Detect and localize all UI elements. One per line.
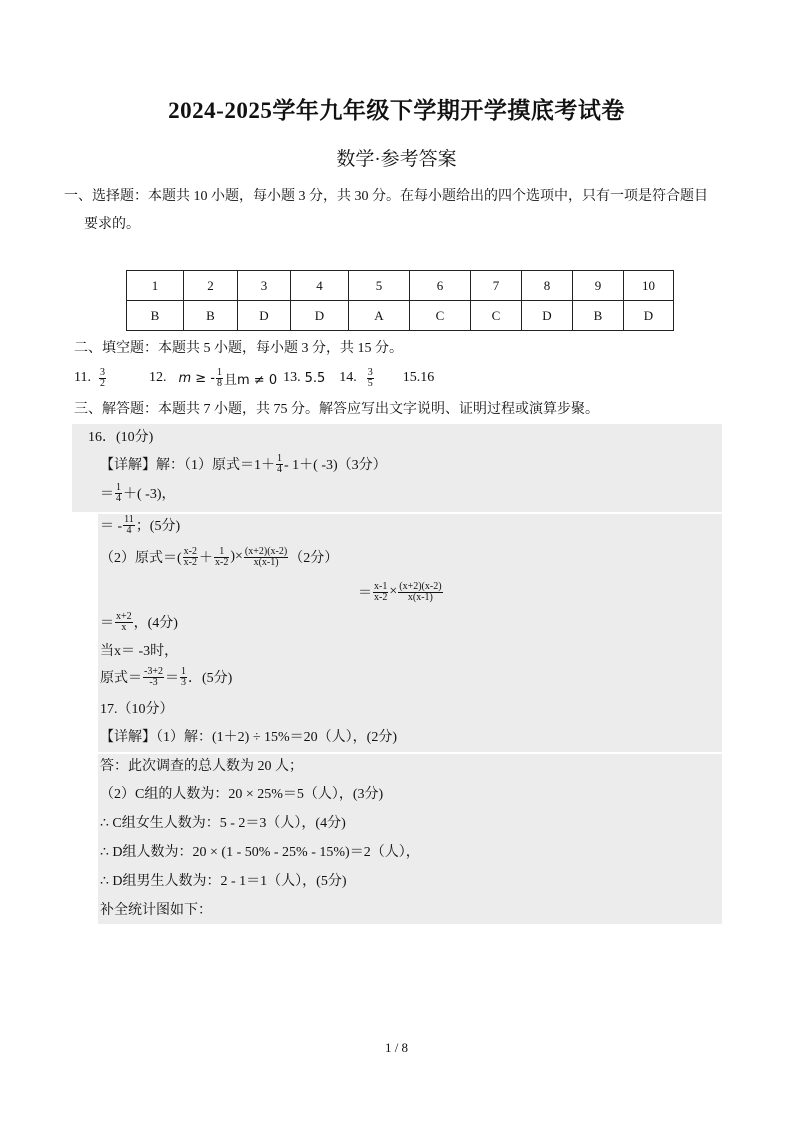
math-text: ＝ — [100, 616, 114, 631]
math-text: ＝ — [100, 487, 114, 502]
table-cell: 6 — [410, 271, 471, 301]
page-title: 2024-2025学年九年级下学期开学摸底考试卷 — [168, 98, 625, 123]
q12-answer-prefix: m ≥ - — [178, 370, 215, 386]
q12-fraction — [216, 368, 223, 389]
q16-line4 — [100, 543, 338, 571]
fraction-numerator: x-1 — [374, 580, 388, 592]
table-cell: A — [349, 301, 410, 331]
math-text: ＝ — [358, 586, 372, 601]
fraction-denominator: x(x-1) — [407, 591, 433, 603]
q16-line1 — [100, 452, 387, 476]
q16-heading: 16．(10分) — [88, 430, 154, 445]
table-cell: D — [624, 301, 674, 331]
table-cell: 4 — [291, 271, 349, 301]
q16-line8 — [100, 664, 232, 690]
fraction-numerator: 1 — [180, 665, 186, 677]
fraction-numerator: (x+2)(x-2) — [399, 580, 442, 592]
fraction-denominator: x-2 — [183, 556, 198, 568]
section2-header: 二、填空题：本题共 5 小题，每小题 3 分，共 15 分。 — [74, 341, 403, 356]
table-cell: 7 — [471, 271, 522, 301]
q17-line7: 补全统计图如下： — [100, 903, 212, 918]
math-text: ，(4分) — [133, 616, 178, 631]
page-subtitle: 数学·参考答案 — [336, 149, 457, 170]
table-cell: B — [184, 301, 238, 331]
table-cell: 2 — [184, 271, 238, 301]
q17-line6: ∴ D组男生人数为：2 - 1＝1（人），(5分) — [100, 874, 347, 889]
table-cell: 10 — [624, 271, 674, 301]
q17-line4: ∴ C组女生人数为：5 - 2＝3（人），(4分) — [100, 816, 346, 831]
q12-answer-suffix: 且m ≠ 0 — [224, 372, 278, 388]
fraction-numerator: 1 — [116, 481, 121, 493]
math-text: 【详解】解：（1）原式＝1＋ — [100, 458, 275, 473]
q16-line7: 当x＝ -3时， — [100, 644, 179, 659]
fraction — [115, 612, 133, 633]
q14-label: 14. — [339, 370, 357, 385]
math-text: ＋ — [199, 551, 214, 566]
answer-table-answer-row — [127, 301, 674, 331]
table-cell: 3 — [238, 271, 291, 301]
table-cell: B — [573, 301, 624, 331]
table-cell: 9 — [573, 271, 624, 301]
q16-line3 — [100, 512, 180, 538]
q15-answer: 15.16 — [402, 370, 435, 385]
math-text: 原式＝ — [100, 671, 142, 686]
fraction — [183, 547, 198, 568]
math-text: （2）原式＝( — [100, 551, 182, 566]
table-cell: C — [471, 301, 522, 331]
math-text: ＝ — [164, 671, 179, 686]
math-text: ．(5分) — [187, 671, 233, 686]
table-cell: 8 — [522, 271, 573, 301]
fraction — [180, 667, 187, 688]
answer-table-number-row — [127, 271, 674, 301]
fraction-numerator: (x+2)(x-2) — [244, 545, 288, 557]
fraction — [214, 547, 229, 568]
fraction-denominator: x-2 — [374, 591, 388, 603]
q16-line5 — [358, 578, 444, 606]
table-cell: D — [291, 301, 349, 331]
q16-line2 — [100, 481, 176, 505]
math-text: ＋( -3)， — [123, 487, 176, 502]
table-cell: D — [238, 301, 291, 331]
answer-table — [126, 270, 674, 331]
math-text: × — [389, 584, 398, 599]
table-cell: B — [127, 301, 184, 331]
fraction-numerator: 11 — [124, 513, 134, 525]
fraction — [115, 483, 122, 504]
fraction-numerator: 3 — [367, 366, 373, 378]
fraction — [276, 454, 283, 475]
section3-header: 三、解答题：本题共 7 小题，共 75 分。解答应写出文字说明、证明过程或演算步聚。 — [74, 402, 599, 417]
fraction-numerator: x+2 — [116, 610, 132, 622]
q13-label: 13. — [283, 370, 301, 385]
q12-label: 12. — [148, 370, 167, 385]
fraction — [398, 582, 442, 603]
page-number: 1 / 8 — [384, 1040, 409, 1055]
q14-fraction — [367, 368, 374, 389]
fraction-numerator: x-2 — [183, 545, 198, 557]
fraction-denominator: 4 — [277, 463, 282, 475]
fraction-denominator: x-2 — [215, 556, 229, 568]
table-cell: 1 — [127, 271, 184, 301]
q17-line5: ∴ D组人数为：20 × (1 - 50% - 25% - 15%)＝2（人）， — [100, 845, 420, 860]
q11-label: 11. — [74, 370, 91, 385]
math-text: ＝ - — [100, 519, 123, 534]
table-cell: C — [410, 301, 471, 331]
section1-header-cont: 要求的。 — [84, 217, 140, 232]
fraction — [143, 667, 164, 688]
math-text: ；(5分) — [135, 519, 181, 534]
fraction-denominator: 3 — [180, 676, 186, 688]
fraction-denominator: 5 — [367, 377, 373, 389]
section1-header: 一、选择题：本题共 10 小题，每小题 3 分，共 30 分。在每小题给出的四个选项中，只有一项是符合题目 — [64, 189, 708, 204]
math-text: - 1＋( -3)（3分） — [284, 458, 387, 473]
fraction — [373, 582, 388, 603]
fill-answers-row — [74, 365, 434, 391]
fraction — [244, 547, 288, 568]
math-text: （2分） — [289, 551, 339, 566]
table-cell: D — [522, 301, 573, 331]
fraction-denominator: 2 — [99, 377, 105, 389]
fraction-denominator: 4 — [116, 492, 121, 504]
table-cell: 5 — [349, 271, 410, 301]
fraction-denominator: -3 — [149, 676, 158, 688]
q16-line6 — [100, 609, 178, 635]
fraction-numerator: -3+2 — [144, 665, 163, 677]
q11-fraction — [99, 368, 106, 389]
math-text: )× — [230, 549, 243, 564]
fraction-numerator: 1 — [217, 366, 222, 378]
fraction — [123, 515, 135, 536]
fraction-denominator: 8 — [217, 377, 222, 389]
q17-line1: 【详解】（1）解：(1＋2) ÷ 15%＝20（人），(2分) — [100, 730, 397, 745]
fraction-denominator: 4 — [126, 524, 132, 536]
fraction-numerator: 1 — [277, 452, 282, 464]
fraction-denominator: x — [121, 621, 127, 633]
q17-line3: （2）C组的人数为：20 × 25%＝5（人），(3分) — [100, 787, 384, 802]
fraction-numerator: 3 — [99, 366, 105, 378]
fraction-denominator: x(x-1) — [253, 556, 279, 568]
q17-heading: 17.（10分） — [100, 702, 174, 717]
q17-line2: 答：此次调查的总人数为 20 人； — [100, 759, 303, 774]
fraction-numerator: 1 — [214, 547, 229, 558]
q13-answer: 5.5 — [304, 370, 326, 386]
